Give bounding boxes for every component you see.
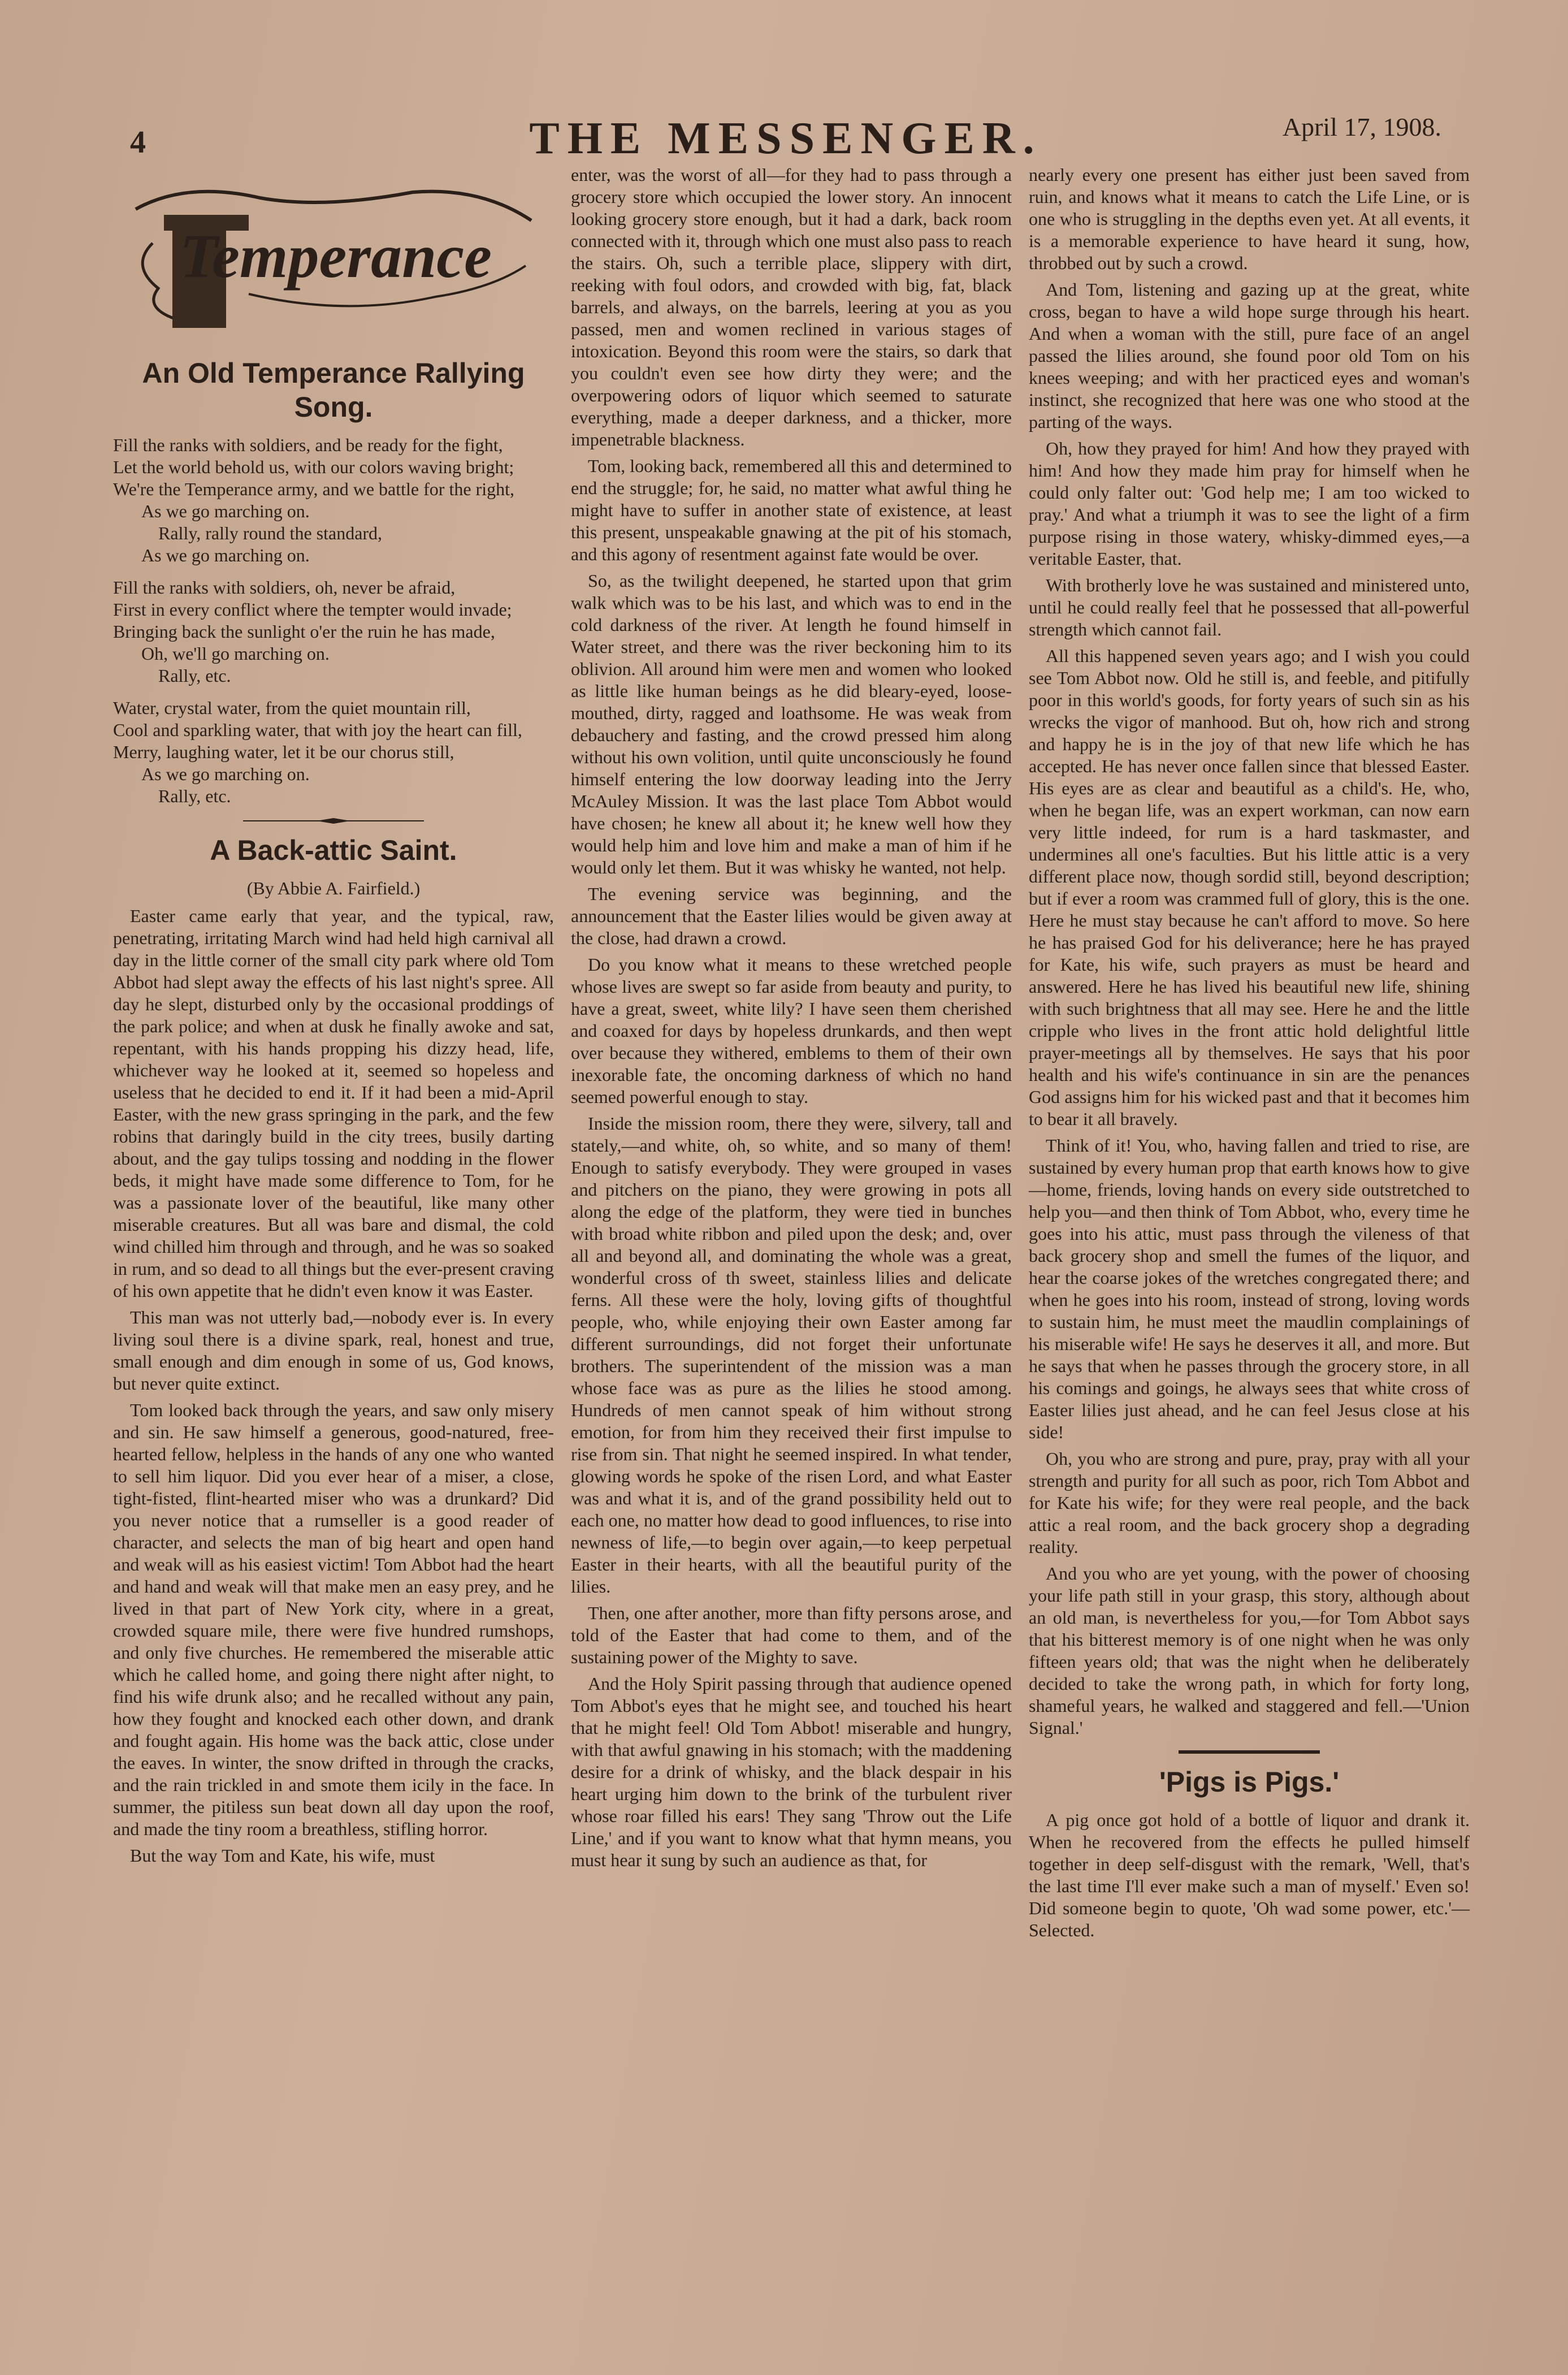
song-line: Cool and sparkling water, that with joy the heart can fill, — [113, 720, 522, 740]
song-line: As we go marching on. — [141, 501, 310, 521]
column-1 — [113, 164, 554, 1871]
column-3 — [1029, 164, 1470, 1946]
song-line: Rally, etc. — [158, 665, 231, 686]
song-line: Fill the ranks with soldiers, oh, never be afraid, — [113, 577, 456, 598]
story-paragraph: enter, was the worst of all—for they had to pass through a grocery store which occupied the lower story. An innocent looking grocery store enough, but it had a dark, back room connected with it, through which one must also pass to reach the stairs. Oh, such a terrible place, slippery with dirt, reeking with foul odors, and crowded with big, fat, black barrels, and always, on the barrels, leering at you as you passed, men and women reclined in various stages of intoxication. Beyond this room were the stairs, so dark that you couldn't even see how dirty they were; and the overpowering odors of liquor which seemed to saturate everything, made a deeper darkness, and a thicker, more impenetrable blackness. — [571, 165, 1012, 449]
issue-date: April 17, 1908. — [1282, 113, 1441, 141]
song-line: Rally, rally round the standard, — [158, 523, 383, 543]
section-divider — [243, 817, 424, 824]
song-line: Let the world behold us, with our colors waving bright; — [113, 457, 514, 477]
story-paragraph: Oh, you who are strong and pure, pray, pray with all your strength and purity for all such as poor, rich Tom Abbot and for Kate his wife; for they were real people, and the back attic a real room, and the back grocery shop a degrading reality. — [1029, 1448, 1470, 1557]
story-paragraph: But the way Tom and Kate, his wife, must — [130, 1845, 435, 1866]
story-paragraph: All this happened seven years ago; and I wish you could see Tom Abbot now. Old he still is, and feeble, and pitifully poor in this world's goods, for forty years of such sin as his wrecks the vigor of manhood. But oh, how rich and strong and happy he is in the joy of that new life which he has accepted. He has never once fallen since that blessed Easter. His eyes are as clear and beautiful as a child's. He, who, when he began life, was an expert workman, can now earn very little indeed, for rum is a hard taskmaster, and undermines all one's faculties. But his little attic is a very different place now, though sordid still, beyond description; but if ever a room was crammed full of glory, this is the one. Here he must stay because he can't afford to move. So here he has praised God for his deliverance; here he has prayed for Kate, his wife, such prayers as must be heard and answered. Here he has lived his beautiful new life, shining with such brightness that all may see. Here he and the little cripple who lives in the front attic hold delightful little prayer-meetings all by themselves. He says that his poor health and his wife's continuance in sin are the penances God assigns him for his wicked past and that it becomes him to bear it all bravely. — [1029, 646, 1470, 1129]
story-paragraph: Tom looked back through the years, and saw only misery and sin. He saw himself a generous, good-natured, free-hearted fellow, helpless in the hands of any one who wanted to sell him liquor. Did you ever hear of a miser, a close, tight-fisted, flint-hearted miser who was a drunkard? Did you never notice that a rumseller is a good reader of character, and selects the man of big heart and open hand and weak will as his easiest victim! Tom Abbot had the heart and hand and weak will that make men an easy prey, and he lived in that part of New York city, where in a great, crowded square mile, there were five hundred rumshops, and only five churches. He remembered the miserable attic which he called home, and going there night after night, to find his wife drunk also; and he recalled without any pain, how they fought and knocked each other down, and drank and fought again. His home was the back attic, close under the eaves. In winter, the snow drifted in through the cracks, and the rain trickled in and smote them icily in the face. In summer, the pitiless sun beat down all day upon the roof, and made the tiny room a breathless, stifling horror. — [113, 1400, 554, 1839]
story-paragraph: Easter came early that year, and the typical, raw, penetrating, irritating March wind had held high carnival all day in the little corner of the small city park where old Tom Abbot had slept away the effects of his last night's spree. All day he slept, disturbed only by the occasional proddings of the park police; and when at dusk he finally awoke and sat, repentant, with his hands propping his dizzy head, life, whichever way he looked at it, seemed so hopeless and useless that he decided to end it. If it had been a mid-April Easter, with the new grass springing in the park, and the few robins that daringly build in the city trees, busily darting about, and the gay tulips tossing and nodding in the flower beds, it might have made some difference to Tom, for he was a passionate lover of the beautiful, like many other miserable creatures. But all was bare and dismal, the cold wind chilled him through and through, and he was so soaked in rum, and so dead to all things but the ever-present craving of his own appetite that he didn't even know it was Easter. — [113, 906, 554, 1301]
story-paragraph: Then, one after another, more than fifty persons arose, and told of the Easter that had come to them, and of the sustaining power of the Mighty to save. — [571, 1603, 1012, 1667]
column-2 — [571, 164, 1012, 1876]
song-line: Oh, we'll go marching on. — [141, 643, 330, 664]
song-line: As we go marching on. — [141, 764, 310, 784]
song-line: Fill the ranks with soldiers, and be ready for the fight, — [113, 435, 503, 455]
pigs-title: 'Pigs is Pigs.' — [1159, 1766, 1340, 1798]
story-byline: (By Abbie A. Fairfield.) — [246, 878, 421, 898]
story-paragraph: Do you know what it means to these wretched people whose lives are swept so far aside from beauty and purity, to have a great, sweet, white lily? I have seen them cherished and coaxed for days by hopeless drunkards, and then wept over because they withered, emblems to them of their own inexorable fate, the oncoming darkness of which no hand seemed powerful enough to stay. — [571, 954, 1012, 1107]
story-paragraph: Think of it! You, who, having fallen and tried to rise, are sustained by every human prop that earth knows how to give—home, friends, loving hands on every side outstretched to help you—and then think of Tom Abbot, who, every time he goes into his attic, must pass through the vileness of that back grocery shop and smell the fumes of the liquor, and hear the coarse jokes of the wretches congregated there; and when he goes into his room, instead of strong, loving words to sustain him, he must meet the maudlin complainings of his miserable wife! He says he deserves it all, and more. But he says that when he passes through the grocery store, in all his comings and goings, he always sees that white cross of Easter lilies just ahead, and he can feel Jesus close at his side! — [1029, 1135, 1470, 1442]
story-text-col2 — [571, 164, 1012, 1871]
story-paragraph: This man was not utterly bad,—nobody ever is. In every living soul there is a divine spark, real, honest and true, small enough and dim enough in some of us, God knows, but never quite extinct. — [113, 1307, 554, 1394]
song-line: Merry, laughing water, let it be our chorus still, — [113, 742, 454, 762]
story-paragraph: With brotherly love he was sustained and ministered unto, until he could really feel that he possessed that all-powerful strength which cannot fail. — [1029, 575, 1470, 639]
temperance-logo — [119, 175, 548, 345]
masthead-title: THE MESSENGER. — [529, 114, 1042, 163]
story-paragraph: And you who are yet young, with the power of choosing your life path still in your grasp, this story, although about an old man, is nevertheless for you,—for Tom Abbot says that his bitterest memory is of one night when he was only fifteen years old; that was the night when he deliberately decided to take the wrong path, in which for forty long, shameful years, he walked and staggered and fell.—'Union Signal.' — [1029, 1563, 1470, 1738]
story-paragraph: Inside the mission room, there they were, silvery, tall and stately,—and white, oh, so white, and so many of them! Enough to satisfy everybody. They were grouped in vases and pitchers on the piano, they were growing in pots all along the edge of the platform, they were tied in bunches with broad white ribbon and piled upon the desk; and, over all and beyond all, and dominating the whole was a great, wonderful cross of th sweet, stainless lilies and delicate ferns. All these were the holy, loving gifts of thoughtful people, who, while enjoying their own Easter among far different surroundings, did not forget their unfortunate brothers. The superintendent of the mission was a man whose face was as pure as the lilies he stood among. Hundreds of men cannot speak of him without strong emotion, for from him they received their first impulse to rise from sin. That night he seemed inspired. In what tender, glowing words he spoke of the risen Lord, and what Easter was and what it is, and of the grand possibility held out to each one, no matter how dead to good influences, to rise into newness of life,—to begin over again,—to keep perpetual Easter in their hearts, with all the beautiful purity of the lilies. — [571, 1113, 1012, 1597]
story-text-col3 — [1029, 164, 1470, 1739]
section-divider — [1179, 1750, 1320, 1754]
page-number: 4 — [130, 125, 146, 160]
story-title: A Back-attic Saint. — [210, 834, 457, 866]
story-paragraph: And Tom, listening and gazing up at the great, white cross, began to have a wild hope surge through his heart. And when a woman with the still, pure face of an angel passed the lilies around, she found poor old Tom on his knees weeping; and with her practiced eyes and woman's instinct, she recognized that here was one who stood at the parting of the ways. — [1029, 279, 1470, 432]
song-line: First in every conflict where the tempter would invade; — [113, 599, 512, 620]
story-paragraph: So, as the twilight deepened, he started upon that grim walk which was to be his last, and which was to end in the cold darkness of the river. At length he found himself in Water street, and there was the river beckoning him to its oblivion. All around him were men and women who looked as little like human beings as he did bleary-eyed, loose-mouthed, dirty, ragged and loathsome. He was weak from debauchery and fasting, and the crowd pressed him along without his own volition, until quite unconsciously he found himself entering the low doorway leading into the Jerry McAuley Mission. It was the last place Tom Abbot would have chosen; he knew all about it; he knew well how they would help him and love him and make a man of him if he would only let them. But it was whisky he wanted, not help. — [571, 570, 1012, 877]
story-paragraph: And the Holy Spirit passing through that audience opened Tom Abbot's eyes that he might see, and touched his heart that he might feel! Old Tom Abbot! miserable and hungry, with that awful gnawing in his stomach; with the maddening desire for a drink of whisky, and the black despair in his heart urging him down to the brink of the turbulent river whose roar filled his ears! They sang 'Throw out the Life Line,' and if you want to know what that hymn means, you must hear it sung by such an audience as that, for — [571, 1673, 1012, 1870]
logo-text: Temperance — [180, 222, 492, 291]
page-header — [113, 102, 1458, 164]
song-line: As we go marching on. — [141, 545, 310, 565]
song-line: Bringing back the sunlight o'er the ruin he has made, — [113, 621, 495, 642]
song-line: We're the Temperance army, and we battle for the right, — [113, 479, 514, 499]
song-lines — [113, 434, 554, 807]
song-line: Water, crystal water, from the quiet mountain rill, — [113, 698, 471, 718]
story-paragraph: Tom, looking back, remembered all this and determined to end the struggle; for, he said, no matter what awful thing he might have to suffer in another state of existence, at least this present, unspeakable gnawing at the pit of his stomach, and this agony of resentment against fate would be over. — [571, 456, 1012, 564]
song-line: Rally, etc. — [158, 786, 231, 806]
story-paragraph: The evening service was beginning, and the announcement that the Easter lilies would be given away at the close, had drawn a crowd. — [571, 884, 1012, 948]
story-paragraph: nearly every one present has either just been saved from ruin, and knows what it means to catch the Life Line, or is one who is struggling in the depths even yet. At all events, it is a memorable experience to have heard it sung, how, throbbed out by such a crowd. — [1029, 165, 1470, 273]
story-paragraph: Oh, how they prayed for him! And how they prayed with him! And how they made him pray for himself when he could only falter out: 'God help me; I am too wicked to pray.' And what a triumph it was to see the light of a firm purpose rising in those watery, whisky-dimmed eyes,—a veritable Easter, that. — [1029, 438, 1470, 569]
pigs-body: A pig once got hold of a bottle of liquor and drank it. When he recovered from the effects he pulled himself together in deep self-disgust with the remark, 'Well, that's the last time I'll ever make such a man of myself.' Even so! Did someone begin to quote, 'Oh wad some power, etc.'—Selected. — [1029, 1810, 1470, 1940]
song-title: An Old Temperance Rallying Song. — [142, 357, 525, 423]
story-text-col1 — [113, 905, 554, 1867]
